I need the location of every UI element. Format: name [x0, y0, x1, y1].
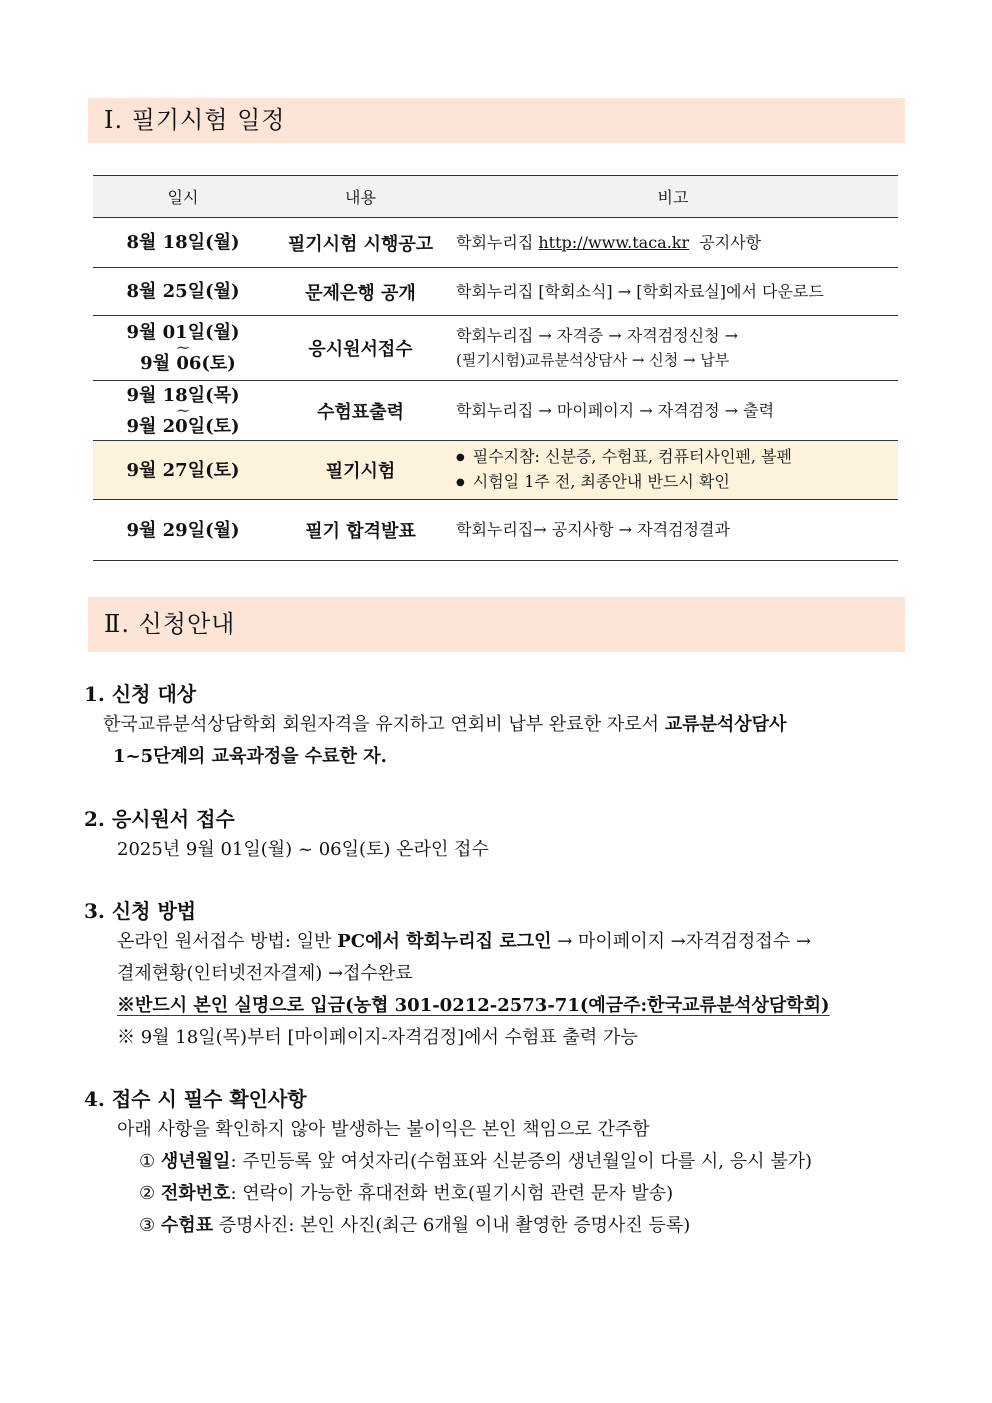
row-note: 학회누리집 [학회소식] → [학회자료실]에서 다운로드 [448, 268, 898, 316]
method-line: 결제현황(인터넷전자결제) →접수완료 [117, 963, 413, 984]
header-date: 일시 [93, 176, 273, 218]
table-row [93, 268, 898, 316]
point-number: ① [139, 1151, 156, 1172]
row-date [93, 316, 273, 381]
eligibility-bold-text: 교류분석상담사 [664, 714, 787, 735]
item-1-text [103, 709, 913, 773]
row-content: 필기시험 [273, 441, 448, 500]
note-line: (필기시험)교류분석상담사 → 신청 → 납부 [456, 351, 730, 369]
method-text: → 마이페이지 →자격검정접수 → [551, 931, 811, 952]
note-text: 학회누리집 [456, 232, 539, 252]
method-bold-text: PC에서 학회누리집 로그인 [337, 931, 552, 952]
table-header-row [93, 176, 898, 218]
item-1-heading: 1. 신청 대상 [84, 682, 197, 706]
point-number: ③ [139, 1215, 156, 1236]
exam-schedule-table [93, 175, 898, 561]
section-2-header: Ⅱ. 신청안내 [88, 597, 905, 652]
date-start: 9월 01일(월) [126, 322, 240, 343]
row-date: 9월 29일(월) [93, 500, 273, 561]
table-row [93, 441, 898, 500]
point-number: ② [139, 1183, 156, 1204]
item-3-heading: 3. 신청 방법 [84, 899, 197, 923]
row-content: 필기시험 시행공고 [273, 218, 448, 268]
date-end: 9월 06(토) [140, 353, 236, 374]
item-2-heading: 2. 응시원서 접수 [84, 807, 235, 831]
date-separator: ~ [175, 399, 191, 421]
row-note [448, 218, 898, 268]
note-line: 학회누리집 → 자격증 → 자격검정신청 → [456, 326, 739, 345]
check-point [117, 1178, 917, 1210]
row-content: 수험표출력 [273, 381, 448, 441]
point-label: 생년월일 [160, 1151, 231, 1172]
note-text: 공지사항 [689, 232, 762, 252]
table-row [93, 316, 898, 381]
row-note: 학회누리집→ 공지사항 → 자격검정결과 [448, 500, 898, 561]
row-note: 학회누리집 → 마이페이지 → 자격검정 → 출력 [448, 381, 898, 441]
row-date: 8월 25일(월) [93, 268, 273, 316]
item-4-intro: 아래 사항을 확인하지 않아 발생하는 불이익은 본인 책임으로 간주함 [117, 1119, 650, 1140]
eligibility-bold-text: 1~5단계의 교육과정을 수료한 자. [113, 746, 387, 767]
website-link[interactable]: http://www.taca.kr [538, 232, 690, 252]
header-note: 비고 [448, 176, 898, 218]
bullet-item: ● 시험일 1주 전, 최종안내 반드시 확인 [456, 470, 898, 495]
payment-notice: ※반드시 본인 실명으로 입금(농협 301-0212-2573-71(예금주:한국교류분석상담학회) [117, 995, 830, 1016]
row-date: 8월 18일(월) [93, 218, 273, 268]
date-start: 9월 18일(목) [126, 384, 240, 406]
point-label: 전화번호 [160, 1183, 231, 1204]
row-content: 응시원서접수 [273, 316, 448, 381]
table-row [93, 500, 898, 561]
ticket-notice: ※ 9월 18일(목)부터 [마이페이지-자격검정]에서 수험표 출력 가능 [117, 1027, 638, 1048]
item-3-text [117, 926, 917, 1054]
section-1-header: Ⅰ. 필기시험 일정 [88, 98, 905, 143]
point-text: : 연락이 가능한 휴대전화 번호(필기시험 관련 문자 발송) [230, 1183, 674, 1204]
row-note [448, 441, 898, 500]
item-2-text: 2025년 9월 01일(월) ~ 06일(토) 온라인 접수 [117, 839, 489, 860]
bullet-item: ● 필수지참: 신분증, 수험표, 컴퓨터사인펜, 볼펜 [456, 445, 898, 470]
eligibility-text: 한국교류분석상담학회 회원자격을 유지하고 연회비 납부 완료한 자로서 [103, 714, 665, 735]
item-4-text [117, 1114, 917, 1242]
point-label: 수험표 [160, 1215, 214, 1236]
bullet-list [456, 445, 898, 495]
date-end: 9월 20일(토) [126, 415, 240, 437]
row-date: 9월 27일(토) [93, 441, 273, 500]
check-point [117, 1210, 917, 1242]
point-text: 증명사진: 본인 사진(최근 6개월 이내 촬영한 증명사진 등록) [213, 1215, 691, 1236]
table-row [93, 381, 898, 441]
table-row [93, 218, 898, 268]
row-date [93, 381, 273, 441]
method-text: 온라인 원서접수 방법: 일반 [117, 931, 338, 952]
method-line [117, 926, 917, 958]
header-content: 내용 [273, 176, 448, 218]
point-text: : 주민등록 앞 여섯자리(수험표와 신분증의 생년월일이 다를 시, 응시 불가) [230, 1151, 813, 1172]
row-content: 문제은행 공개 [273, 268, 448, 316]
item-4-heading: 4. 접수 시 필수 확인사항 [84, 1087, 307, 1111]
date-separator: ~ [175, 337, 191, 358]
row-content: 필기 합격발표 [273, 500, 448, 561]
check-point [117, 1146, 917, 1178]
row-note [448, 316, 898, 381]
